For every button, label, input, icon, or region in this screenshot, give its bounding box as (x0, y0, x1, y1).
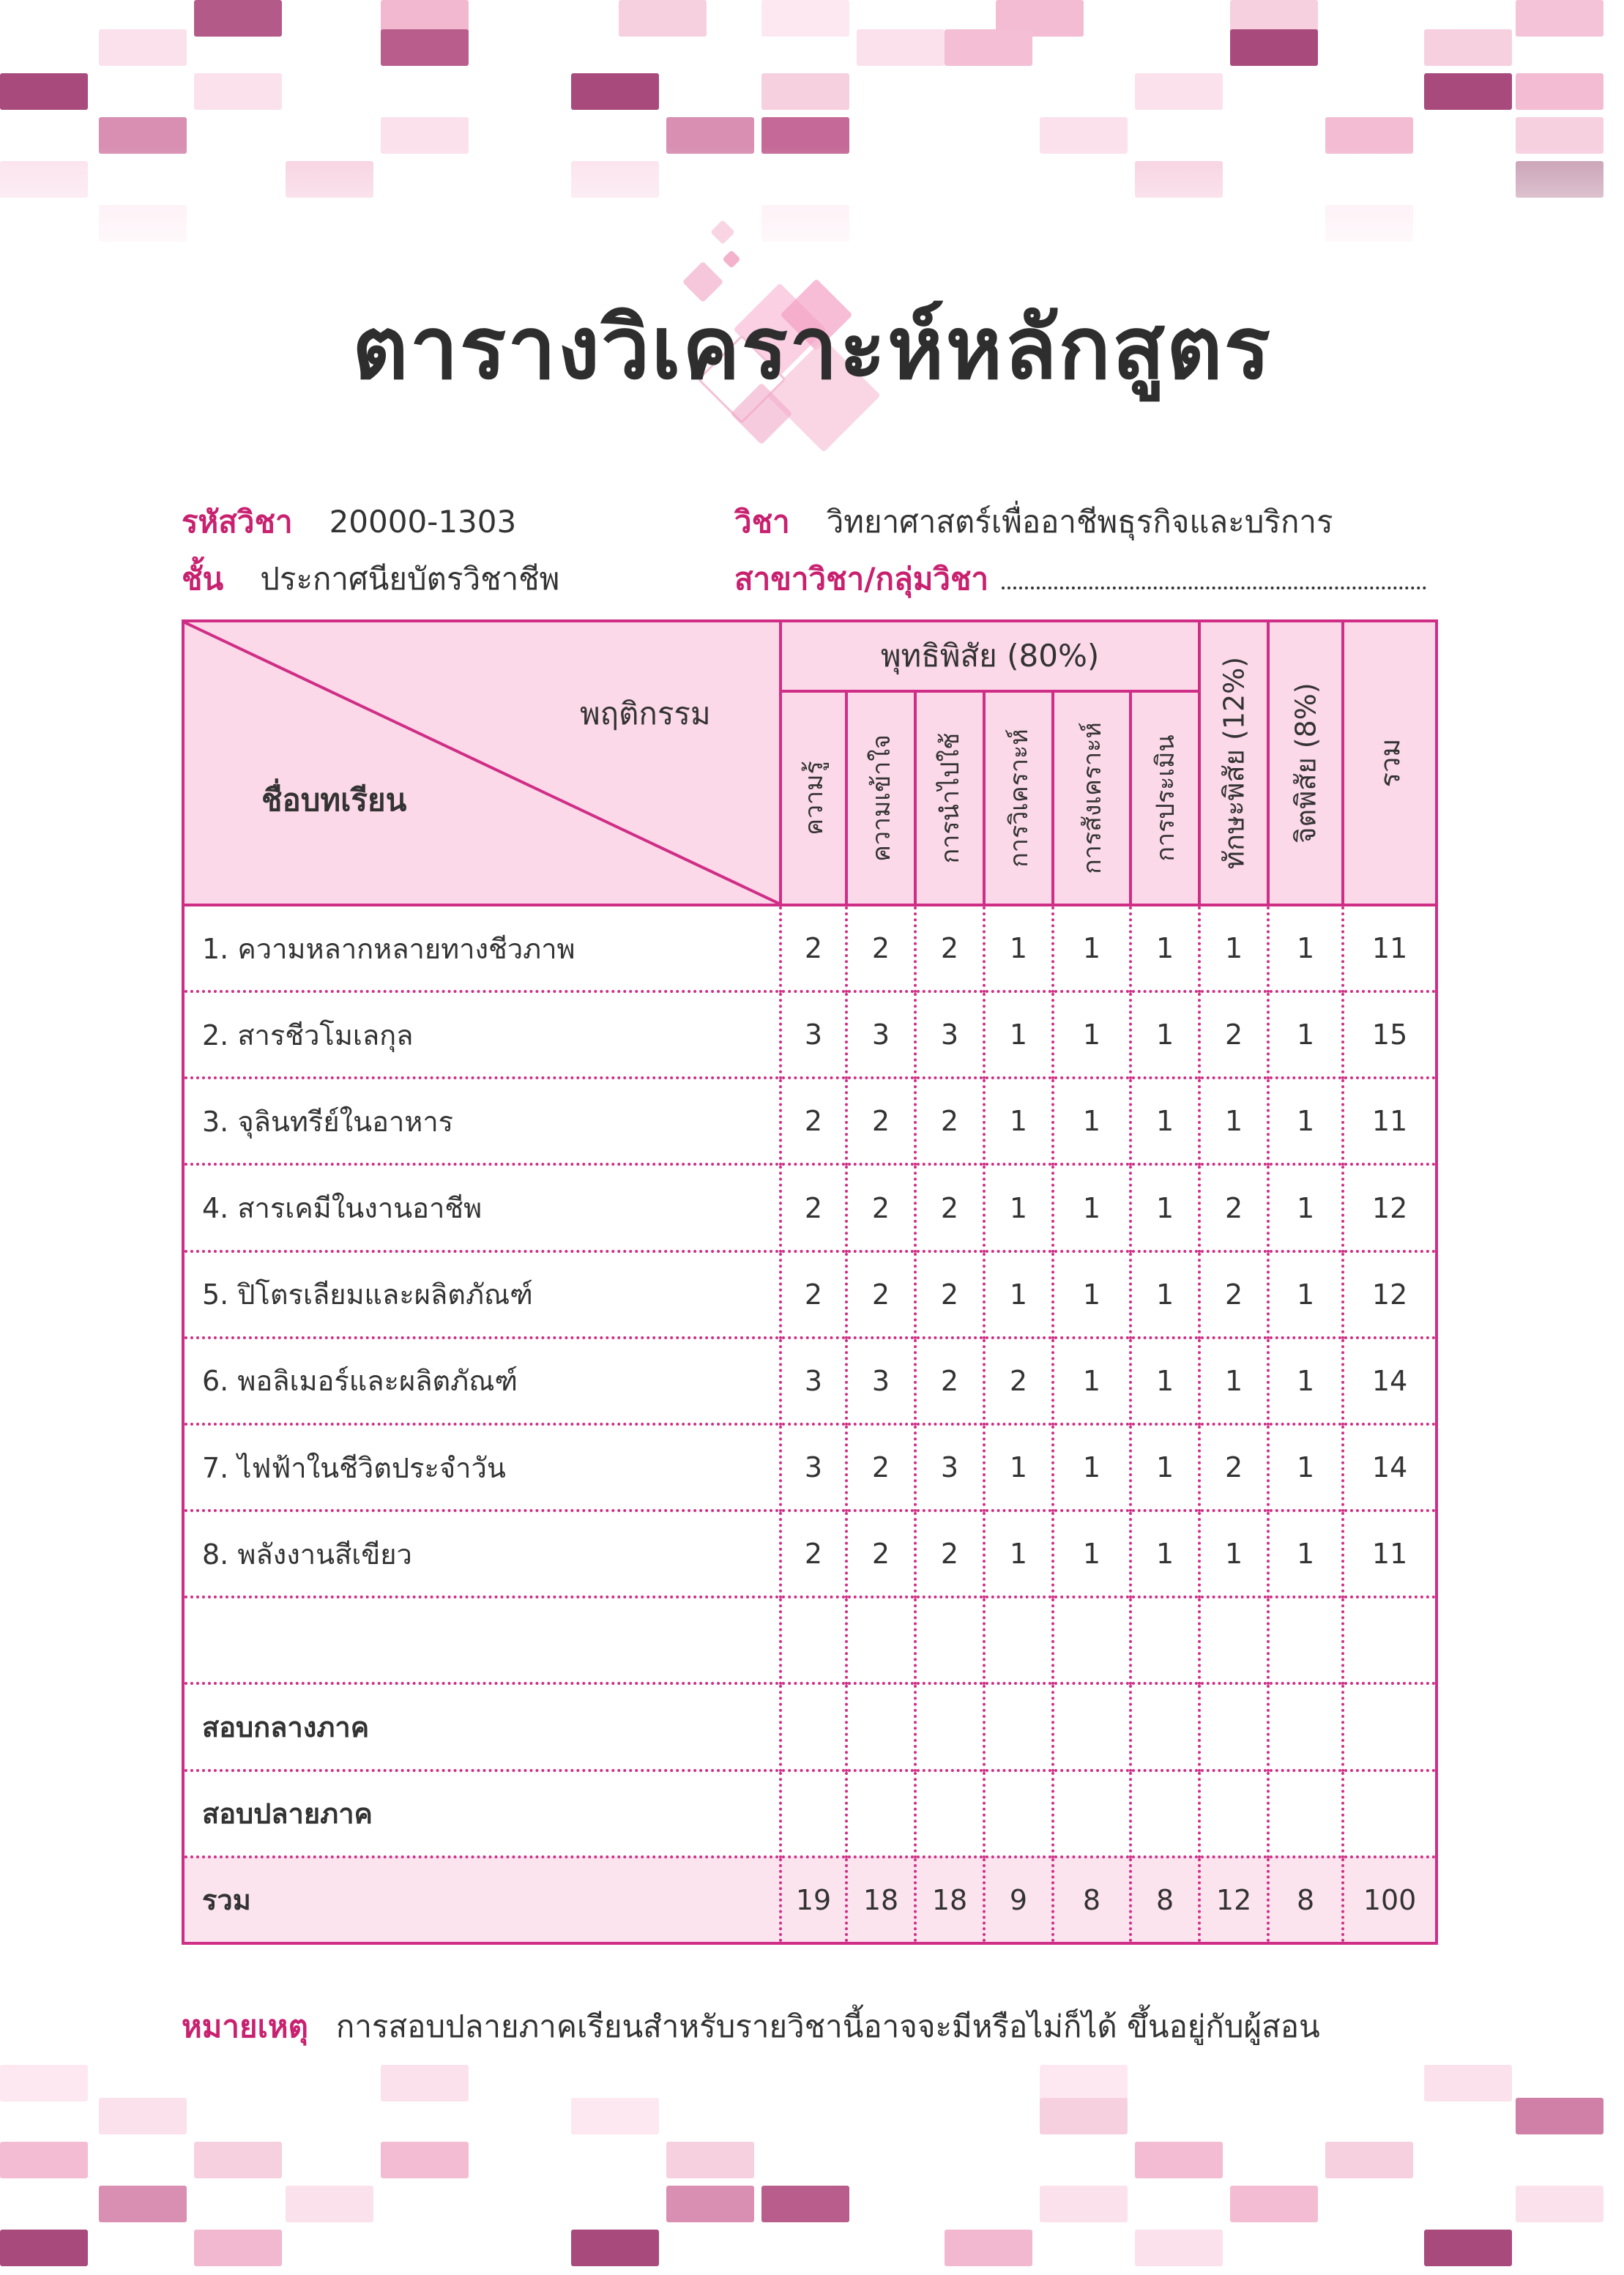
score-cell: 1 (1053, 905, 1131, 991)
score-cell: 2 (781, 1078, 846, 1164)
field-line (734, 555, 1426, 603)
evaluation-header: การประเมิน (1131, 691, 1199, 905)
page-title: ตารางวิเคราะห์หลักสูตร (351, 297, 1273, 398)
lesson-name-cell: สอบกลางภาค (183, 1683, 781, 1770)
lesson-header: ชื่อบทเรียน (261, 782, 407, 818)
score-cell: 100 (1343, 1857, 1437, 1943)
score-cell: 11 (1343, 1511, 1437, 1597)
score-cell: 1 (1131, 1164, 1199, 1251)
score-cell: 1 (1131, 991, 1199, 1078)
score-cell: 1 (1053, 1511, 1131, 1597)
score-cell: 1 (1268, 1164, 1343, 1251)
lesson-name-cell: 5. ปิโตรเลียมและผลิตภัณฑ์ (183, 1251, 781, 1338)
score-cell: 3 (915, 991, 984, 1078)
score-cell: 18 (846, 1857, 915, 1943)
score-cell (1199, 1683, 1268, 1770)
score-cell (1343, 1771, 1437, 1857)
score-cell: 12 (1199, 1857, 1268, 1943)
score-cell: 2 (915, 1164, 984, 1251)
psychomotor-header: ทักษะพิสัย (12%) (1199, 621, 1268, 905)
score-cell: 1 (1053, 1424, 1131, 1511)
score-cell: 2 (846, 1078, 915, 1164)
score-cell (1343, 1597, 1437, 1683)
score-cell (984, 1771, 1053, 1857)
lesson-name-cell (183, 1597, 781, 1683)
score-cell: 1 (1053, 991, 1131, 1078)
score-cell: 2 (846, 905, 915, 991)
score-cell: 8 (1131, 1857, 1199, 1943)
score-cell: 2 (1199, 991, 1268, 1078)
table-row (183, 1251, 1437, 1338)
score-cell: 19 (781, 1857, 846, 1943)
score-cell: 1 (1131, 1338, 1199, 1424)
score-cell: 2 (846, 1424, 915, 1511)
score-cell: 2 (781, 1511, 846, 1597)
subject-line (734, 498, 1333, 546)
score-cell: 12 (1343, 1251, 1437, 1338)
score-cell: 1 (1131, 1251, 1199, 1338)
score-cell: 8 (1053, 1857, 1131, 1943)
knowledge-header: ความรู้ (781, 691, 846, 905)
score-cell: 1 (1268, 1511, 1343, 1597)
behavior-header: พฤติกรรม (580, 696, 711, 731)
course-code-value: 20000-1303 (329, 504, 517, 540)
lesson-name-cell: รวม (183, 1857, 781, 1943)
total-header: รวม (1343, 621, 1437, 905)
level-value: ประกาศนียบัตรวิชาชีพ (260, 561, 560, 597)
cognitive-header: พุทธิพิสัย (80%) (781, 621, 1199, 691)
table-row (183, 1078, 1437, 1164)
score-cell (1131, 1683, 1199, 1770)
score-cell (1131, 1597, 1199, 1683)
score-cell: 9 (984, 1857, 1053, 1943)
table-row (183, 1424, 1437, 1511)
score-cell: 1 (1131, 1424, 1199, 1511)
bottom-pattern (0, 2065, 1624, 2275)
score-cell (781, 1597, 846, 1683)
score-cell: 1 (984, 1251, 1053, 1338)
score-cell: 2 (1199, 1251, 1268, 1338)
score-cell (1053, 1771, 1131, 1857)
score-cell: 3 (781, 991, 846, 1078)
score-cell: 1 (1268, 1338, 1343, 1424)
lesson-name-cell: 6. พอลิเมอร์และผลิตภัณฑ์ (183, 1338, 781, 1424)
score-cell: 2 (781, 1251, 846, 1338)
subject-label: วิชา (734, 504, 790, 540)
score-cell: 3 (915, 1424, 984, 1511)
table-row (183, 1771, 1437, 1857)
table-row (183, 1597, 1437, 1683)
curriculum-analysis-table (182, 619, 1438, 1945)
note-text: การสอบปลายภาคเรียนสำหรับรายวิชานี้อาจจะมีหรือไม่ก็ได้ ขึ้นอยู่กับผู้สอน (335, 2008, 1320, 2044)
score-cell: 2 (984, 1338, 1053, 1424)
score-cell: 11 (1343, 905, 1437, 991)
score-cell: 1 (1199, 905, 1268, 991)
affective-header: จิตพิสัย (8%) (1268, 621, 1343, 905)
lesson-name-cell: สอบปลายภาค (183, 1771, 781, 1857)
table-body (183, 905, 1437, 1943)
lesson-name-cell: 8. พลังงานสีเขียว (183, 1511, 781, 1597)
score-cell: 14 (1343, 1338, 1437, 1424)
score-cell: 1 (1131, 1078, 1199, 1164)
score-cell: 1 (1053, 1251, 1131, 1338)
score-cell (1268, 1771, 1343, 1857)
score-cell (984, 1597, 1053, 1683)
score-cell: 2 (1199, 1164, 1268, 1251)
score-cell (1199, 1597, 1268, 1683)
score-cell (984, 1683, 1053, 1770)
score-cell: 2 (1199, 1424, 1268, 1511)
score-cell: 1 (984, 991, 1053, 1078)
score-cell: 1 (1053, 1078, 1131, 1164)
table-row (183, 1511, 1437, 1597)
comprehension-header: ความเข้าใจ (846, 691, 915, 905)
score-cell: 2 (915, 1338, 984, 1424)
score-cell: 1 (1268, 905, 1343, 991)
note-line (182, 2003, 1320, 2051)
score-cell: 2 (915, 905, 984, 991)
score-cell (846, 1597, 915, 1683)
score-cell: 3 (781, 1338, 846, 1424)
field-blank (1002, 565, 1426, 589)
score-cell: 1 (1268, 1078, 1343, 1164)
score-cell: 3 (781, 1424, 846, 1511)
score-cell (1053, 1597, 1131, 1683)
table-row (183, 905, 1437, 991)
score-cell (915, 1597, 984, 1683)
field-label: สาขาวิชา/กลุ่มวิชา (734, 561, 989, 597)
application-header: การนำไปใช้ (915, 691, 984, 905)
score-cell: 2 (915, 1251, 984, 1338)
score-cell: 11 (1343, 1078, 1437, 1164)
score-cell (781, 1771, 846, 1857)
lesson-name-cell: 3. จุลินทรีย์ในอาหาร (183, 1078, 781, 1164)
score-cell: 3 (846, 1338, 915, 1424)
score-cell: 1 (1268, 1424, 1343, 1511)
score-cell: 1 (1131, 1511, 1199, 1597)
score-cell (1199, 1771, 1268, 1857)
score-cell: 1 (1053, 1164, 1131, 1251)
score-cell: 1 (1053, 1338, 1131, 1424)
lesson-name-cell: 2. สารชีวโมเลกุล (183, 991, 781, 1078)
score-cell: 1 (1131, 905, 1199, 991)
score-cell: 2 (915, 1078, 984, 1164)
table-row (183, 1683, 1437, 1770)
score-cell: 3 (846, 991, 915, 1078)
subject-value: วิทยาศาสตร์เพื่ออาชีพธุรกิจและบริการ (826, 504, 1333, 540)
score-cell (1268, 1597, 1343, 1683)
score-cell (1343, 1683, 1437, 1770)
table-row (183, 1164, 1437, 1251)
score-cell: 1 (984, 1164, 1053, 1251)
course-code-line (182, 498, 516, 546)
score-cell (915, 1771, 984, 1857)
score-cell (1268, 1683, 1343, 1770)
lesson-name-cell: 7. ไฟฟ้าในชีวิตประจำวัน (183, 1424, 781, 1511)
level-line (182, 555, 559, 603)
table-row (183, 1857, 1437, 1943)
score-cell: 1 (984, 1424, 1053, 1511)
table-row (183, 991, 1437, 1078)
course-code-label: รหัสวิชา (182, 504, 293, 540)
score-cell (1053, 1683, 1131, 1770)
score-cell: 2 (846, 1511, 915, 1597)
score-cell: 2 (781, 905, 846, 991)
score-cell: 1 (1199, 1078, 1268, 1164)
score-cell: 8 (1268, 1857, 1343, 1943)
score-cell (915, 1683, 984, 1770)
score-cell (1131, 1771, 1199, 1857)
score-cell: 2 (915, 1511, 984, 1597)
score-cell: 1 (1199, 1511, 1268, 1597)
score-cell: 1 (984, 1078, 1053, 1164)
score-cell: 1 (984, 1511, 1053, 1597)
table-row (183, 1338, 1437, 1424)
note-label: หมายเหตุ (182, 2008, 308, 2044)
diagonal-header-cell (183, 621, 781, 905)
synthesis-header: การสังเคราะห์ (1053, 691, 1131, 905)
lesson-name-cell: 1. ความหลากหลายทางชีวภาพ (183, 905, 781, 991)
score-cell (781, 1683, 846, 1770)
score-cell: 15 (1343, 991, 1437, 1078)
score-cell (846, 1683, 915, 1770)
level-label: ชั้น (182, 561, 224, 597)
score-cell: 1 (1268, 991, 1343, 1078)
score-cell: 14 (1343, 1424, 1437, 1511)
score-cell: 1 (1199, 1338, 1268, 1424)
analysis-header: การวิเคราะห์ (984, 691, 1053, 905)
score-cell: 2 (846, 1164, 915, 1251)
score-cell: 2 (846, 1251, 915, 1338)
score-cell: 1 (1268, 1251, 1343, 1338)
lesson-name-cell: 4. สารเคมีในงานอาชีพ (183, 1164, 781, 1251)
score-cell (846, 1771, 915, 1857)
score-cell: 1 (984, 905, 1053, 991)
score-cell: 12 (1343, 1164, 1437, 1251)
score-cell: 18 (915, 1857, 984, 1943)
score-cell: 2 (781, 1164, 846, 1251)
